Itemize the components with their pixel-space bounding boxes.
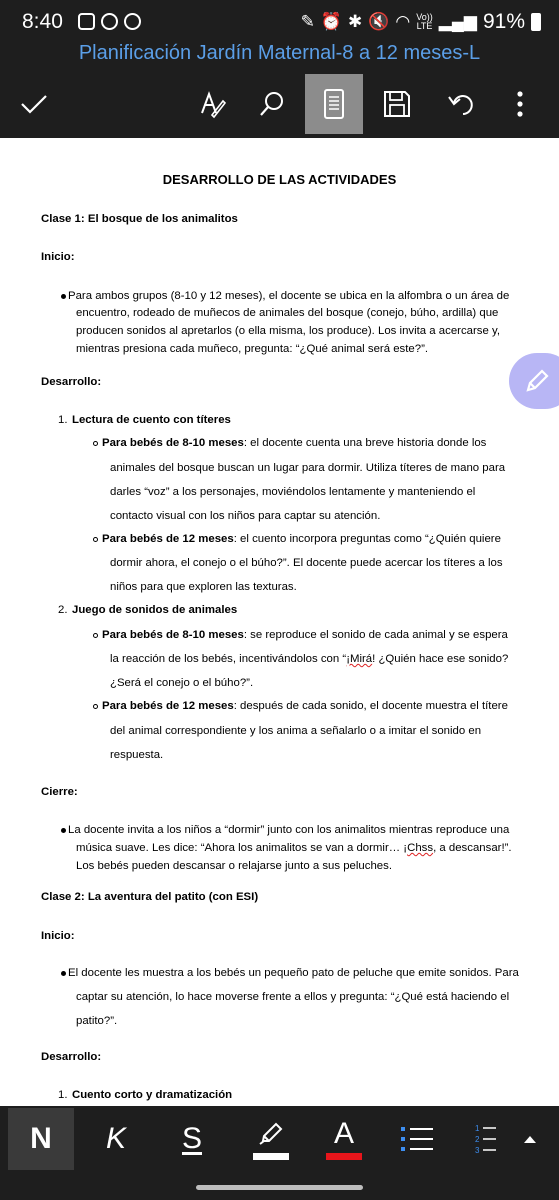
notification-icons <box>78 13 141 30</box>
alarm-icon: ⏰ <box>320 12 342 31</box>
pencil-icon <box>522 366 552 396</box>
system-nav-bar <box>0 1172 559 1200</box>
sub-bullet <box>93 537 98 542</box>
font-color-button[interactable] <box>319 1108 369 1170</box>
sub-bullet <box>93 704 98 709</box>
paragraph-line: encuentro, rodeado de muñecos de animales del bosque (conejo, búho, ardilla) que <box>76 307 499 319</box>
system-icons <box>301 10 541 34</box>
search-icon <box>257 89 287 119</box>
paragraph-line: Para ambos grupos (8-10 y 12 meses), el docente se ubica en la alfombra o un área de <box>68 290 510 302</box>
list-number: 1. <box>58 414 68 426</box>
sub-item-line: niños para que exploren las texturas. <box>110 581 297 593</box>
document-page[interactable] <box>0 138 559 1106</box>
class1-title: Clase 1: El bosque de los animalitos <box>41 213 238 225</box>
sub-item-line: respuesta. <box>110 749 164 761</box>
undo-button[interactable] <box>436 74 484 134</box>
bullet-list-button[interactable] <box>394 1108 440 1170</box>
bullet-dot <box>61 971 66 976</box>
volte-indicator: Vo)) LTE <box>416 12 433 31</box>
sub-item-line: Para bebés de 12 meses: el cuento incorpora preguntas como “¿Quién quiere <box>102 533 501 545</box>
sub-item-line: darles “voz” a los personajes, moviéndolos lentamente y manteniendo el <box>110 486 476 498</box>
reading-mode-icon <box>321 88 347 120</box>
list-item-title: Cuento corto y dramatización <box>72 1089 233 1101</box>
bullet-list-icon <box>399 1124 435 1154</box>
sub-item-line: dormir ahora, el conejo o el búho?”. El docente puede acercar los títeres a los <box>110 557 503 569</box>
wifi-icon: ◠ <box>395 12 411 31</box>
handwriting-button[interactable] <box>188 74 236 134</box>
search-button[interactable] <box>248 74 296 134</box>
home-gesture-handle[interactable] <box>196 1185 363 1190</box>
sub-item-line: la reacción de los bebés, incentivándolos con “¡Mirá! ¿Quién hace ese sonido? <box>110 653 509 665</box>
paragraph-line: Los bebés pueden descansar o relajarse junto a sus peluches. <box>76 860 392 872</box>
sub-bullet <box>93 441 98 446</box>
class2-inicio-label: Inicio: <box>41 930 75 942</box>
bullet-dot <box>61 828 66 833</box>
class1-inicio-label: Inicio: <box>41 251 75 263</box>
svg-text:2: 2 <box>475 1135 480 1144</box>
mute-icon: 🔇 <box>368 12 390 31</box>
sub-bullet <box>93 633 98 638</box>
spelling-error: ¡Mirá <box>346 653 373 665</box>
app-notification-icon <box>101 13 118 30</box>
save-icon <box>382 89 412 119</box>
bold-button[interactable]: N <box>8 1108 74 1170</box>
status-bar <box>0 0 559 44</box>
paragraph-line: mientras presiona cada muñeco, pregunta: “¿Qué animal será este?”. <box>76 343 429 355</box>
caret-up-icon <box>522 1133 538 1145</box>
tools-icon: ✎ <box>300 12 315 31</box>
sub-item-line: del animal correspondiente y los anima a señalarlo o a imitar el sonido en <box>110 725 482 737</box>
paragraph-line: captar su atención, lo hace moverse frente a ellos y pregunta: “¿Qué está haciendo el <box>76 991 510 1003</box>
more-icon <box>516 90 524 118</box>
spelling-error: Chss <box>407 842 434 854</box>
undo-icon <box>445 89 475 119</box>
battery-icon <box>531 13 541 31</box>
bullet-dot <box>61 294 66 299</box>
highlight-button[interactable] <box>246 1108 296 1170</box>
svg-text:3: 3 <box>475 1146 480 1155</box>
format-toolbar <box>0 1106 559 1172</box>
battery-percent: 91% <box>482 10 525 33</box>
document-title: Planificación Jardín Maternal-8 a 12 meses-L <box>78 42 481 64</box>
class1-cierre-label: Cierre: <box>41 786 78 798</box>
save-button[interactable] <box>372 74 422 134</box>
reading-mode-button[interactable] <box>305 74 363 134</box>
sub-item-line: contacto visual con los niños para captar su atención. <box>110 510 381 522</box>
sub-item-line: Para bebés de 8-10 meses: se reproduce el sonido de cada animal y se espera <box>102 629 508 641</box>
edit-fab-button[interactable] <box>509 353 559 409</box>
sub-item-line: Para bebés de 8-10 meses: el docente cuenta una breve historia donde los <box>102 437 487 449</box>
app-notification-icon-2 <box>124 13 141 30</box>
highlighter-icon <box>254 1117 288 1151</box>
bluetooth-icon: ✱ <box>347 12 363 31</box>
gallery-notification-icon <box>78 13 95 30</box>
paragraph-line: patito?”. <box>76 1015 118 1027</box>
paragraph-line: El docente les muestra a los bebés un pequeño pato de peluche que emite sonidos. Para <box>68 967 519 979</box>
list-item-title: Juego de sonidos de animales <box>72 604 238 616</box>
list-number: 2. <box>58 604 68 616</box>
expand-toolbar-button[interactable] <box>514 1108 546 1170</box>
top-toolbar <box>0 74 559 136</box>
section-heading: DESARROLLO DE LAS ACTIVIDADES <box>162 172 397 187</box>
numbered-list-icon <box>474 1122 498 1156</box>
paragraph-line: La docente invita a los niños a “dormir” junto con los animalitos mientras reproduce una <box>68 824 510 836</box>
sub-item-line: Para bebés de 12 meses: después de cada sonido, el docente muestra el títere <box>102 700 508 712</box>
sub-item-line: animales del bosque buscan un lugar para dormir. Utiliza títeres de mano para <box>110 462 506 474</box>
underline-button[interactable]: S <box>181 1122 202 1155</box>
handwriting-icon <box>197 89 227 119</box>
list-number: 1. <box>58 1089 68 1101</box>
done-button[interactable] <box>8 74 60 134</box>
svg-text:1: 1 <box>475 1124 480 1133</box>
more-options-button[interactable] <box>500 74 540 134</box>
signal-icon: ▂▄▆ <box>438 12 477 31</box>
class2-title: Clase 2: La aventura del patito (con ESI) <box>41 891 259 903</box>
class1-desarrollo-label: Desarrollo: <box>41 376 102 388</box>
italic-button[interactable]: K <box>105 1122 126 1155</box>
numbered-list-button[interactable] <box>468 1108 504 1170</box>
paragraph-line: música suave. Les dice: “Ahora los animalitos se van a dormir… ¡Chss, a descansar!”. <box>76 842 512 854</box>
check-icon <box>19 92 49 116</box>
font-color-icon: A <box>333 1117 354 1150</box>
font-color-swatch <box>326 1153 362 1160</box>
list-item-title: Lectura de cuento con títeres <box>72 414 231 426</box>
class2-desarrollo-label: Desarrollo: <box>41 1051 102 1063</box>
highlight-color-swatch <box>253 1153 289 1160</box>
paragraph-line: producen sonidos al apretarlos (o ella misma, los produce). Los invita a acercarse y, <box>76 325 500 337</box>
status-time: 8:40 <box>22 10 63 33</box>
sub-item-line: ¿Será el conejo o el búho?”. <box>110 677 254 689</box>
